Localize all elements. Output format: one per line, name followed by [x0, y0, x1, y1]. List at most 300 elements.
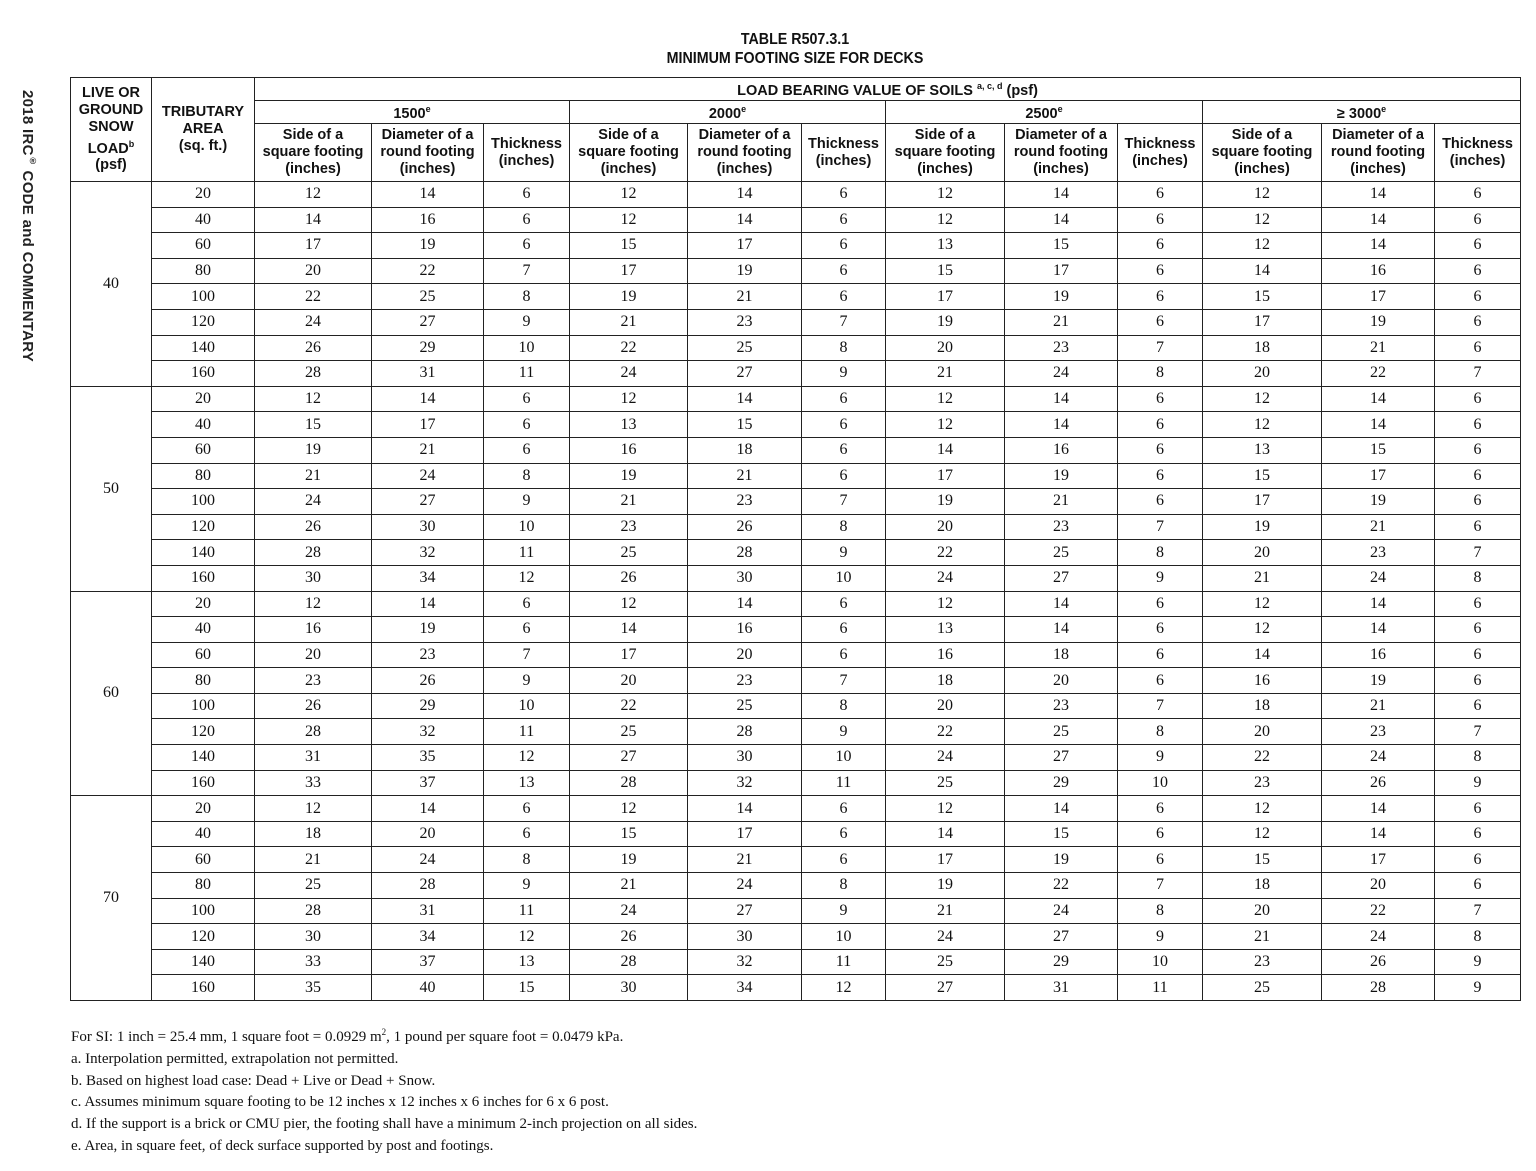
diameter-value: 21: [1005, 489, 1118, 515]
side-value: 22: [886, 719, 1005, 745]
header-soil-group: 2500e: [886, 101, 1203, 124]
header-thickness: Thickness (inches): [802, 124, 886, 182]
diameter-value: 17: [1322, 284, 1435, 310]
diameter-value: 21: [1322, 693, 1435, 719]
thickness-value: 10: [802, 924, 886, 950]
thickness-value: 6: [1118, 796, 1203, 822]
thickness-value: 8: [1435, 565, 1521, 591]
tributary-area: 160: [152, 770, 255, 796]
diameter-value: 26: [1322, 949, 1435, 975]
side-value: 12: [255, 386, 372, 412]
thickness-value: 6: [1118, 258, 1203, 284]
thickness-value: 11: [1118, 975, 1203, 1001]
side-value: 25: [886, 949, 1005, 975]
diameter-value: 40: [372, 975, 484, 1001]
thickness-value: 6: [802, 233, 886, 259]
side-value: 12: [570, 386, 688, 412]
table-row: [71, 975, 1521, 1001]
thickness-value: 9: [1435, 975, 1521, 1001]
diameter-value: 31: [372, 361, 484, 387]
side-value: 14: [1203, 642, 1322, 668]
diameter-value: 14: [1005, 207, 1118, 233]
side-value: 20: [886, 693, 1005, 719]
side-value: 12: [1203, 182, 1322, 208]
thickness-value: 8: [1118, 540, 1203, 566]
diameter-value: 28: [688, 540, 802, 566]
diameter-value: 30: [372, 514, 484, 540]
diameter-value: 28: [372, 873, 484, 899]
diameter-value: 19: [688, 258, 802, 284]
tributary-area: 80: [152, 258, 255, 284]
thickness-value: 6: [1435, 437, 1521, 463]
thickness-value: 10: [1118, 770, 1203, 796]
side-value: 15: [1203, 284, 1322, 310]
diameter-value: 24: [372, 463, 484, 489]
table-row: [71, 309, 1521, 335]
side-value: 28: [255, 361, 372, 387]
table-number: TABLE R507.3.1: [740, 31, 850, 48]
side-value: 21: [570, 489, 688, 515]
table-row: [71, 233, 1521, 259]
thickness-value: 6: [1435, 463, 1521, 489]
diameter-value: 21: [688, 463, 802, 489]
thickness-value: 6: [1118, 821, 1203, 847]
thickness-value: 6: [1118, 284, 1203, 310]
thickness-value: 9: [484, 489, 570, 515]
thickness-value: 10: [802, 745, 886, 771]
table-row: [71, 924, 1521, 950]
thickness-value: 7: [1118, 693, 1203, 719]
footing-size-table: [70, 77, 1521, 1001]
thickness-value: 6: [1435, 335, 1521, 361]
thickness-value: 13: [484, 949, 570, 975]
side-value: 17: [1203, 309, 1322, 335]
side-value: 21: [570, 873, 688, 899]
side-value: 33: [255, 949, 372, 975]
thickness-value: 7: [1118, 873, 1203, 899]
tributary-area: 160: [152, 361, 255, 387]
side-value: 30: [570, 975, 688, 1001]
header-side: Side of a square footing (inches): [255, 124, 372, 182]
table-row: [71, 719, 1521, 745]
thickness-value: 7: [1435, 540, 1521, 566]
side-value: 17: [570, 642, 688, 668]
diameter-value: 27: [372, 309, 484, 335]
tributary-area: 120: [152, 719, 255, 745]
thickness-value: 6: [802, 412, 886, 438]
header-soil-group: ≥ $3000^e$: [1203, 101, 1521, 124]
diameter-value: 22: [372, 258, 484, 284]
diameter-value: 14: [1322, 617, 1435, 643]
diameter-value: 17: [1322, 463, 1435, 489]
tributary-area: 20: [152, 591, 255, 617]
tributary-area: 20: [152, 796, 255, 822]
diameter-value: 37: [372, 770, 484, 796]
thickness-value: 6: [484, 437, 570, 463]
thickness-value: 6: [1435, 412, 1521, 438]
thickness-value: 7: [1435, 719, 1521, 745]
thickness-value: 7: [802, 489, 886, 515]
diameter-value: 34: [372, 924, 484, 950]
diameter-value: 28: [1322, 975, 1435, 1001]
thickness-value: 11: [802, 949, 886, 975]
diameter-value: 23: [1005, 514, 1118, 540]
side-value: 12: [1203, 386, 1322, 412]
table-row: [71, 693, 1521, 719]
side-value: 13: [1203, 437, 1322, 463]
thickness-value: 10: [484, 693, 570, 719]
table-row: [71, 668, 1521, 694]
table-caption: MINIMUM FOOTING SIZE FOR DECKS: [666, 50, 924, 67]
diameter-value: 14: [372, 591, 484, 617]
table-title: [64, 30, 1527, 68]
footnote-e: e. Area, in square feet, of deck surface supported by post and footings.: [71, 1137, 494, 1154]
side-value: 16: [1203, 668, 1322, 694]
thickness-value: 15: [484, 975, 570, 1001]
tributary-area: 120: [152, 309, 255, 335]
side-value: 17: [255, 233, 372, 259]
diameter-value: 23: [372, 642, 484, 668]
table-row: [71, 847, 1521, 873]
load-value: 50: [71, 386, 152, 591]
tributary-area: 100: [152, 489, 255, 515]
side-value: 19: [570, 463, 688, 489]
side-value: 27: [570, 745, 688, 771]
table-row: [71, 412, 1521, 438]
side-value: 14: [570, 617, 688, 643]
side-value: 19: [886, 489, 1005, 515]
diameter-value: 14: [1322, 796, 1435, 822]
footnote-d: d. If the support is a brick or CMU pier, the footing shall have a minimum 2-inch projection on all sides.: [71, 1116, 698, 1133]
diameter-value: 14: [688, 182, 802, 208]
side-value: 23: [570, 514, 688, 540]
thickness-value: 7: [802, 668, 886, 694]
side-value: 21: [1203, 924, 1322, 950]
thickness-value: 6: [484, 821, 570, 847]
side-value: 35: [255, 975, 372, 1001]
thickness-value: 11: [484, 361, 570, 387]
diameter-value: 22: [1322, 361, 1435, 387]
diameter-value: 23: [688, 489, 802, 515]
diameter-value: 24: [1322, 924, 1435, 950]
thickness-value: 7: [1118, 514, 1203, 540]
tributary-area: 40: [152, 207, 255, 233]
diameter-value: 15: [688, 412, 802, 438]
diameter-value: 32: [372, 540, 484, 566]
side-value: 21: [570, 309, 688, 335]
side-value: 14: [886, 437, 1005, 463]
tributary-area: 160: [152, 975, 255, 1001]
side-value: 20: [1203, 361, 1322, 387]
diameter-value: 34: [688, 975, 802, 1001]
running-header-side-text: 2018 IRC® CODE and COMMENTARY: [19, 90, 38, 363]
table-row: [71, 821, 1521, 847]
thickness-value: 6: [802, 284, 886, 310]
thickness-value: 7: [802, 309, 886, 335]
thickness-value: 6: [802, 207, 886, 233]
diameter-value: 14: [1005, 617, 1118, 643]
side-value: 17: [886, 463, 1005, 489]
thickness-value: 12: [484, 924, 570, 950]
diameter-value: 14: [1322, 821, 1435, 847]
table-row: [71, 437, 1521, 463]
table-row: [71, 617, 1521, 643]
side-value: 23: [255, 668, 372, 694]
side-value: 20: [1203, 898, 1322, 924]
table-row: [71, 898, 1521, 924]
side-value: 12: [886, 207, 1005, 233]
side-value: 12: [255, 796, 372, 822]
thickness-value: 6: [802, 437, 886, 463]
thickness-value: 8: [802, 335, 886, 361]
side-value: 14: [886, 821, 1005, 847]
thickness-value: 8: [1118, 361, 1203, 387]
side-value: 26: [255, 693, 372, 719]
header-thickness: Thickness (inches): [1118, 124, 1203, 182]
diameter-value: 27: [688, 898, 802, 924]
diameter-value: 21: [1322, 514, 1435, 540]
diameter-value: 27: [372, 489, 484, 515]
table-row: [71, 540, 1521, 566]
thickness-value: 6: [1118, 412, 1203, 438]
thickness-value: 6: [1435, 284, 1521, 310]
diameter-value: 25: [688, 335, 802, 361]
thickness-value: 9: [1435, 949, 1521, 975]
diameter-value: 35: [372, 745, 484, 771]
diameter-value: 27: [1005, 565, 1118, 591]
side-value: 14: [255, 207, 372, 233]
side-value: 24: [886, 924, 1005, 950]
side-value: 20: [255, 642, 372, 668]
diameter-value: 16: [1322, 642, 1435, 668]
side-value: 12: [886, 412, 1005, 438]
diameter-value: 14: [1322, 182, 1435, 208]
table-row: [71, 591, 1521, 617]
diameter-value: 14: [1322, 412, 1435, 438]
header-diameter: Diameter of a round footing (inches): [1322, 124, 1435, 182]
thickness-value: 6: [484, 617, 570, 643]
side-value: 24: [570, 898, 688, 924]
diameter-value: 14: [1005, 182, 1118, 208]
header-diameter: Diameter of a round footing (inches): [688, 124, 802, 182]
diameter-value: 14: [1005, 796, 1118, 822]
side-value: 18: [1203, 335, 1322, 361]
thickness-value: 6: [1118, 386, 1203, 412]
diameter-value: 23: [688, 309, 802, 335]
side-value: 26: [255, 335, 372, 361]
table-row: [71, 796, 1521, 822]
table-footnotes: [71, 1022, 697, 1158]
thickness-value: 6: [1435, 514, 1521, 540]
diameter-value: 19: [1322, 309, 1435, 335]
diameter-value: 14: [688, 796, 802, 822]
thickness-value: 9: [802, 540, 886, 566]
diameter-value: 19: [1322, 668, 1435, 694]
side-value: 12: [1203, 412, 1322, 438]
thickness-value: 6: [1435, 182, 1521, 208]
side-value: 17: [570, 258, 688, 284]
thickness-value: 6: [484, 412, 570, 438]
table-row: [71, 770, 1521, 796]
diameter-value: 23: [1005, 335, 1118, 361]
thickness-value: 6: [1118, 591, 1203, 617]
side-value: 21: [255, 463, 372, 489]
tributary-area: 60: [152, 233, 255, 259]
tributary-area: 60: [152, 847, 255, 873]
side-value: 12: [570, 182, 688, 208]
side-value: 13: [886, 617, 1005, 643]
diameter-value: 30: [688, 745, 802, 771]
thickness-value: 8: [1435, 924, 1521, 950]
side-value: 12: [886, 591, 1005, 617]
table-row: [71, 284, 1521, 310]
side-value: 17: [886, 284, 1005, 310]
diameter-value: 19: [1005, 847, 1118, 873]
thickness-value: 6: [1435, 386, 1521, 412]
load-value: 40: [71, 182, 152, 387]
side-value: 30: [255, 565, 372, 591]
side-value: 12: [570, 207, 688, 233]
thickness-value: 9: [802, 361, 886, 387]
side-value: 12: [570, 796, 688, 822]
diameter-value: 24: [1322, 745, 1435, 771]
thickness-value: 8: [802, 514, 886, 540]
diameter-value: 15: [1322, 437, 1435, 463]
side-value: 24: [886, 745, 1005, 771]
thickness-value: 9: [1118, 745, 1203, 771]
diameter-value: 14: [372, 182, 484, 208]
side-value: 25: [570, 719, 688, 745]
tributary-area: 140: [152, 745, 255, 771]
tributary-area: 140: [152, 540, 255, 566]
side-value: 19: [255, 437, 372, 463]
thickness-value: 6: [802, 258, 886, 284]
thickness-value: 6: [484, 207, 570, 233]
diameter-value: 14: [372, 796, 484, 822]
side-value: 13: [570, 412, 688, 438]
diameter-value: 28: [688, 719, 802, 745]
side-value: 28: [255, 898, 372, 924]
side-value: 26: [255, 514, 372, 540]
thickness-value: 6: [484, 591, 570, 617]
thickness-value: 6: [1118, 437, 1203, 463]
diameter-value: 14: [688, 207, 802, 233]
diameter-value: 14: [1322, 591, 1435, 617]
thickness-value: 10: [802, 565, 886, 591]
header-soil-group: 2000e: [570, 101, 886, 124]
tributary-area: 120: [152, 924, 255, 950]
diameter-value: 18: [1005, 642, 1118, 668]
diameter-value: 26: [1322, 770, 1435, 796]
thickness-value: 6: [1118, 847, 1203, 873]
diameter-value: 20: [1322, 873, 1435, 899]
thickness-value: 6: [1435, 873, 1521, 899]
thickness-value: 6: [802, 617, 886, 643]
diameter-value: 17: [688, 233, 802, 259]
footnote-a: a. Interpolation permitted, extrapolation not permitted.: [71, 1050, 399, 1067]
table-row: [71, 565, 1521, 591]
table-row: [71, 949, 1521, 975]
side-value: 18: [255, 821, 372, 847]
diameter-value: 25: [372, 284, 484, 310]
thickness-value: 6: [802, 642, 886, 668]
side-value: 26: [570, 924, 688, 950]
thickness-value: 10: [484, 514, 570, 540]
diameter-value: 24: [688, 873, 802, 899]
tributary-area: 160: [152, 565, 255, 591]
side-value: 22: [570, 693, 688, 719]
diameter-value: 21: [1322, 335, 1435, 361]
diameter-value: 22: [1322, 898, 1435, 924]
side-value: 22: [1203, 745, 1322, 771]
side-value: 23: [1203, 770, 1322, 796]
side-value: 26: [570, 565, 688, 591]
thickness-value: 6: [1435, 617, 1521, 643]
diameter-value: 32: [372, 719, 484, 745]
tributary-area: 40: [152, 412, 255, 438]
diameter-value: 31: [1005, 975, 1118, 1001]
thickness-value: 6: [1118, 207, 1203, 233]
thickness-value: 12: [484, 745, 570, 771]
thickness-value: 6: [1435, 642, 1521, 668]
diameter-value: 19: [1005, 284, 1118, 310]
side-value: 12: [886, 182, 1005, 208]
thickness-value: 6: [484, 386, 570, 412]
side-value: 28: [570, 949, 688, 975]
diameter-value: 29: [372, 693, 484, 719]
diameter-value: 27: [688, 361, 802, 387]
side-value: 15: [255, 412, 372, 438]
tributary-area: 80: [152, 668, 255, 694]
header-thickness: Thickness (inches): [1435, 124, 1521, 182]
side-value: 21: [886, 361, 1005, 387]
diameter-value: 20: [688, 642, 802, 668]
diameter-value: 23: [1322, 719, 1435, 745]
table-row: [71, 642, 1521, 668]
diameter-value: 16: [1005, 437, 1118, 463]
side-value: 25: [255, 873, 372, 899]
diameter-value: 21: [688, 284, 802, 310]
thickness-value: 6: [802, 386, 886, 412]
diameter-value: 29: [1005, 949, 1118, 975]
side-value: 12: [255, 591, 372, 617]
header-side: Side of a square footing (inches): [1203, 124, 1322, 182]
diameter-value: 31: [372, 898, 484, 924]
side-value: 12: [1203, 591, 1322, 617]
side-value: 12: [886, 386, 1005, 412]
table-row: [71, 386, 1521, 412]
header-load: LIVE OR GROUND SNOW LOAD$^b$ (psf): [71, 78, 152, 182]
side-value: 28: [255, 540, 372, 566]
side-value: 18: [1203, 873, 1322, 899]
table-row: [71, 873, 1521, 899]
diameter-value: 21: [1005, 309, 1118, 335]
side-value: 22: [570, 335, 688, 361]
side-value: 24: [255, 489, 372, 515]
thickness-value: 9: [1118, 924, 1203, 950]
table-row: [71, 745, 1521, 771]
load-value: 60: [71, 591, 152, 796]
diameter-value: 30: [688, 924, 802, 950]
thickness-value: 9: [1118, 565, 1203, 591]
side-value: 33: [255, 770, 372, 796]
side-value: 21: [1203, 565, 1322, 591]
table-row: [71, 361, 1521, 387]
diameter-value: 24: [1005, 898, 1118, 924]
thickness-value: 6: [1118, 182, 1203, 208]
diameter-value: 15: [1005, 233, 1118, 259]
side-value: 21: [255, 847, 372, 873]
